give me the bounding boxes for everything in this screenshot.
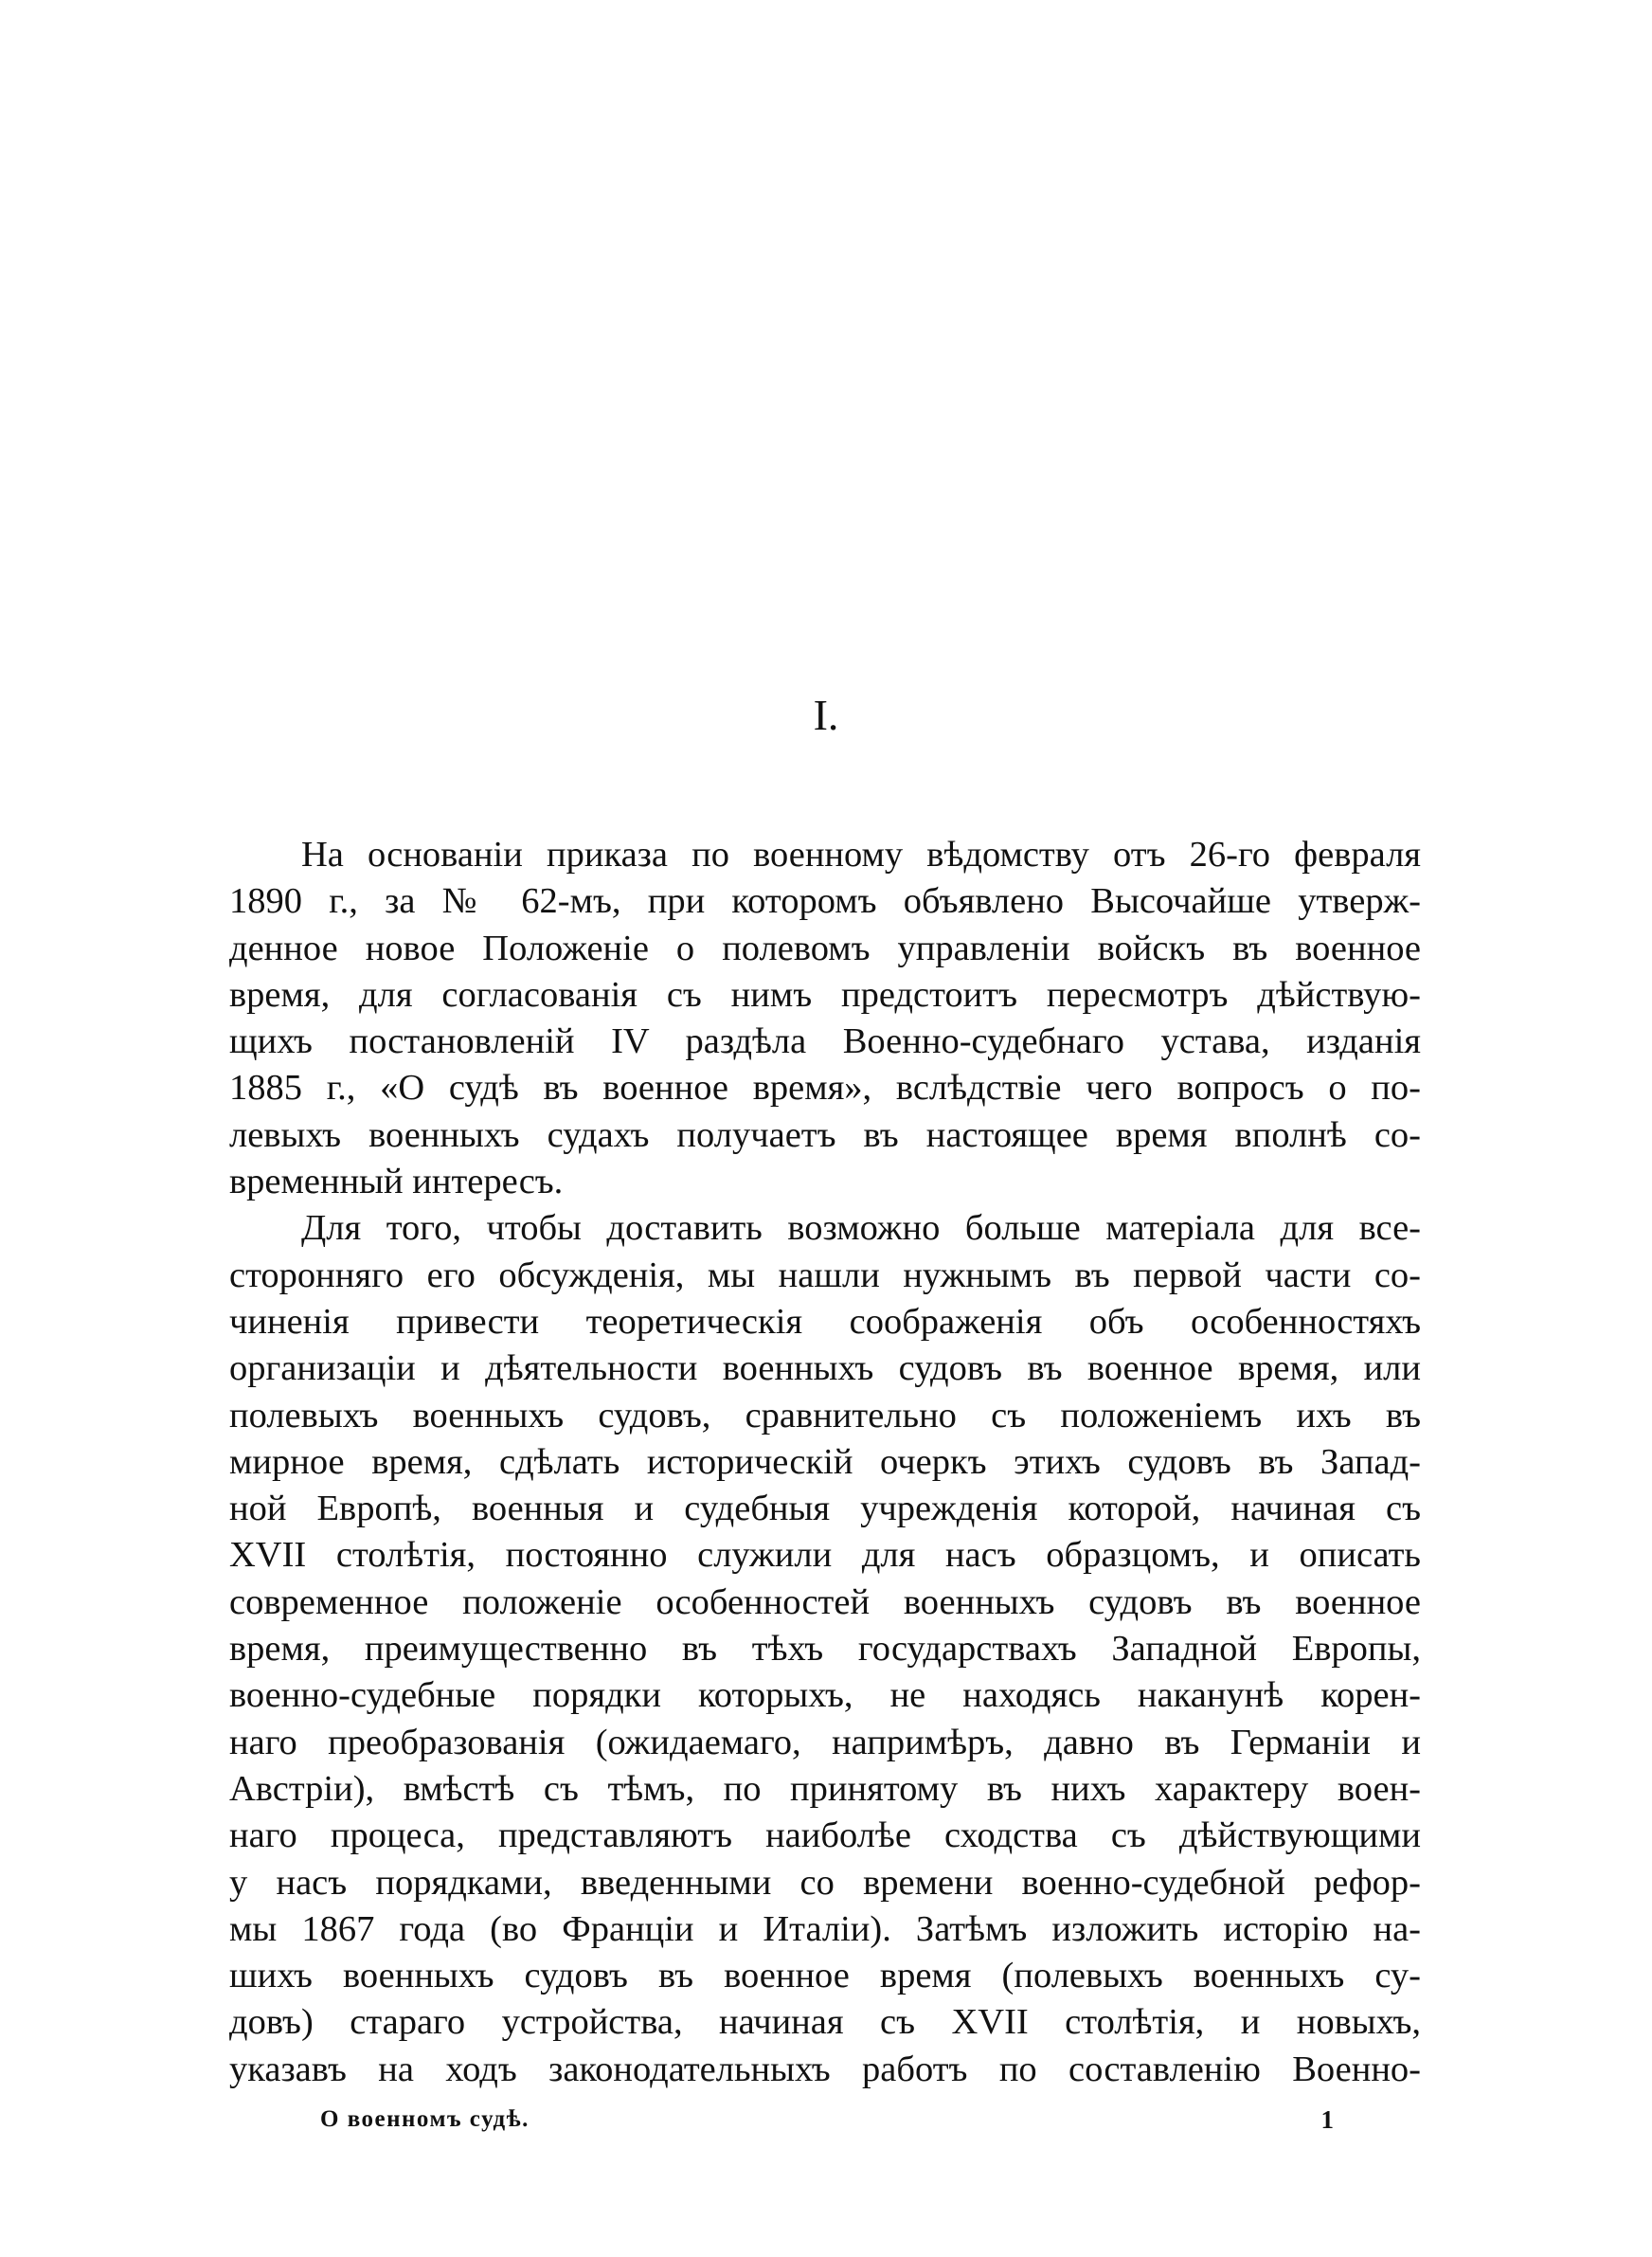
text-line: военно-судебные порядки которыхъ, не находясь наканунѣ корен- [229, 1675, 1421, 1716]
text-line: наго процеса, представляютъ наиболѣе сходства съ дѣйствующими [229, 1815, 1421, 1856]
text-line: 1890 г., за № 62-мъ, при которомъ объявлено Высочайше утверж- [229, 881, 1421, 922]
text-line: XVII столѣтiя, постоянно служили для насъ образцомъ, и описать [229, 1535, 1421, 1576]
running-title: О военномъ судѣ. [320, 2106, 530, 2132]
text-line: организацiи и дѣятельности военныхъ судовъ въ военное время, или [229, 1348, 1421, 1389]
paragraph-2 [229, 1205, 1421, 2093]
text-line: временный интересъ. [229, 1162, 564, 1202]
page-footer [320, 2101, 1334, 2139]
text-line: шихъ военныхъ судовъ въ военное время (полевыхъ военныхъ су- [229, 1956, 1421, 1996]
text-line: мирное время, сдѣлать историческiй очеркъ этихъ судовъ въ Запад- [229, 1441, 1421, 1482]
text-line: На основанiи приказа по военному вѣдомству отъ 26-го февраля [301, 835, 1421, 875]
text-line: левыхъ военныхъ судахъ получаетъ въ настоящее время вполнѣ со- [229, 1114, 1421, 1155]
body-text [229, 832, 1421, 2093]
text-line: мы 1867 года (во Францiи и Италiи). Затѣмъ изложить исторiю на- [229, 1908, 1421, 1949]
text-line: 1885 г., «О судѣ въ военное время», вслѣдствiе чего вопросъ о по- [229, 1068, 1421, 1109]
paragraph-1 [229, 832, 1421, 1205]
text-line: современное положенiе особенностей военныхъ судовъ въ военное [229, 1581, 1421, 1622]
text-line: денное новое Положенiе о полевомъ управленiи войскъ въ военное [229, 928, 1421, 968]
text-line: наго преобразованiя (ожидаемаго, напримѣръ, давно въ Германiи и [229, 1722, 1421, 1762]
text-line: щихъ постановленiй IV раздѣла Военно-судебнаго устава, изданiя [229, 1021, 1421, 1062]
text-line: чиненiя привести теоретическiя соображенiя объ особенностяхъ [229, 1301, 1421, 1342]
chapter-number: I. [813, 691, 839, 739]
text-line: сторонняго его обсужденiя, мы нашли нужнымъ въ первой части со- [229, 1255, 1421, 1295]
text-line: Для того, чтобы доставить возможно больше матерiала для все- [301, 1208, 1421, 1249]
text-line: довъ) стараго устройства, начиная съ XVII столѣтiя, и новыхъ, [229, 2002, 1421, 2043]
text-line: Австрiи), вмѣстѣ съ тѣмъ, по принятому въ нихъ характеру воен- [229, 1768, 1421, 1809]
text-line: время, для согласованiя съ нимъ предстоитъ пересмотръ дѣйствую- [229, 974, 1421, 1015]
signature-mark: 1 [1320, 2105, 1334, 2134]
text-line: время, преимущественно въ тѣхъ государствахъ Западной Европы, [229, 1629, 1421, 1670]
text-line: полевыхъ военныхъ судовъ, сравнительно съ положенiемъ ихъ въ [229, 1395, 1421, 1435]
text-line: указавъ на ходъ законодательныхъ работъ по составленiю Военно- [229, 2049, 1421, 2089]
text-line: ной Европѣ, военныя и судебныя учрежденiя которой, начиная съ [229, 1489, 1421, 1529]
text-line: у насъ порядками, введенными со времени военно-судебной рефор- [229, 1862, 1421, 1903]
